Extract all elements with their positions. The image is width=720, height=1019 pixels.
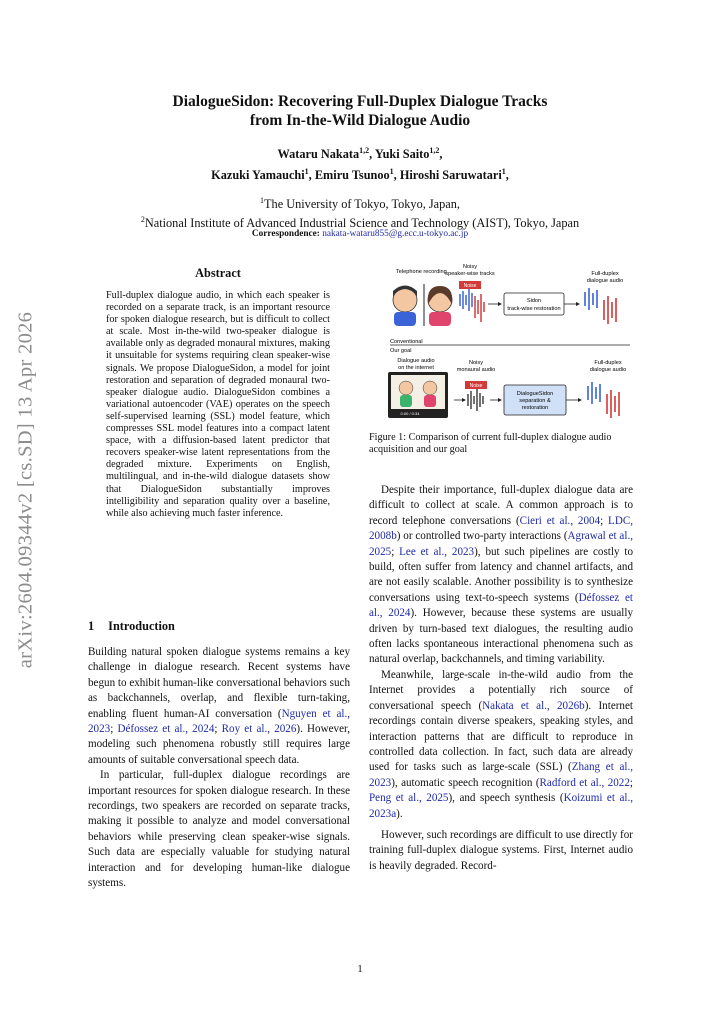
citation-link[interactable]: Défossez et al., 2024: [369, 591, 633, 620]
label-telephone-recording: Telephone recording: [396, 269, 447, 275]
clean-waveforms-bottom: [588, 382, 619, 418]
svg-text:dialogue audio: dialogue audio: [589, 367, 627, 373]
correspondence-email-link[interactable]: nakata-wataru855@g.ecc.u-tokyo.ac.jp: [322, 229, 469, 239]
arxiv-id: arXiv:2604.09344v2 [cs.SD] 13 Apr 2026: [14, 311, 37, 669]
video-player-icon: [388, 372, 448, 418]
svg-text:Dialogue audio: Dialogue audio: [397, 358, 435, 364]
noisy-waveform-bottom: [465, 381, 487, 411]
paragraph: In particular, full-duplex dialogue recordings are important resources for spoken dialogue research. In these recordings, two speakers are recorded on separate tracks, making it possible to analyze and model conversational behaviors while preserving clean speaker-wise signals. Such data are especially valuable for studying natural interaction and for developing human-like dialogue systems.: [88, 769, 350, 890]
svg-text:Noise: Noise: [469, 383, 483, 389]
label-conventional: Conventional: [390, 339, 423, 345]
page-number: 1: [357, 963, 363, 975]
figure-1-diagram: [380, 260, 640, 425]
figure-caption: Figure 1: Comparison of current full-duplex dialogue audio acquisition and our goal: [369, 432, 612, 456]
paper-title: [0, 92, 720, 130]
citation-link[interactable]: Roy et al., 2026: [221, 723, 297, 736]
label-sidon-sub: track-wise restoration: [507, 306, 561, 312]
svg-text:restoration: restoration: [521, 405, 549, 411]
citation-link[interactable]: Radford et al., 2022: [539, 776, 630, 789]
arxiv-stamp: [6, 295, 46, 685]
paragraph: Despite their importance, full-duplex dialogue data are difficult to collect at scale. A common approach is to record telephone conversations (Cieri et al., 2004; LDC, 2008b) or controlled two-party interactions (Agrawal et al., 2025; Lee et al., 2023), but such pipelines are costly to build, often suffer from latency and channel artifacts, and are not easily scalable. Another possibility is to synthesize conversations using text-to-speech systems (Défossez et al., 2024). However, because these systems are usually driven by turn-based text dialogues, the resulting audio often lacks spontaneous interactional phenomena such as natural overlap, backchannels, and timing variability.: [369, 484, 634, 666]
speaker-a-icon: [393, 286, 417, 327]
label-our-goal: Our goal: [390, 348, 412, 354]
svg-text:Full-duplex: Full-duplex: [594, 360, 622, 366]
paragraph: However, such recordings are difficult to use directly for training full-duplex dialogue systems. First, Internet audio is heavily degraded. Record-: [369, 828, 633, 872]
speaker-b-icon: [428, 286, 453, 326]
svg-text:monaural audio: monaural audio: [456, 367, 496, 373]
abstract-text: Full-duplex dialogue audio, in which each speaker is recorded on a separate track, is an important resource for spoken dialogue research, but is difficult to collect at scale. Most in-the-wild two-speaker dialogue is available only as degraded monaural mixtures, making it unsuitable for systems requiring clean speaker-wise signals. We propose DialogueSidon, a model for joint restoration and separation of degraded monaural two-speaker dialogue audio. DialogueSidon combines a variational autoencoder (VAE) operates on the speech self-supervised learning (SSL) model feature, which compresses SSL model features into a compact latent space, with a diffusion-based latent predictor that recovers speaker-wise latent representations from the degraded mixture. Experiments on English, multilingual, and in-the-wild dialogue datasets show that DialogueSidon substantially improves intelligibility and separation quality over a baseline, while also achieving much faster inference.: [106, 290, 330, 519]
citation-link[interactable]: LDC, 2008b: [369, 514, 634, 543]
label-full-duplex-1: Full-duplex: [591, 271, 619, 277]
section-title: Introduction: [108, 619, 175, 633]
left-column-body: [88, 645, 350, 892]
citation-link[interactable]: Nguyen et al., 2023: [88, 707, 350, 736]
author-name: Hiroshi Saruwatari: [399, 168, 502, 183]
section-number: 1: [88, 619, 95, 633]
correspondence: [0, 229, 720, 239]
author-list: Wataru Nakata$^{1,2}$, Yuki Saito$^{1,2}$, Kazuki Yamauchi$^1$, Emiru Tsunoo$^1$, Hiroshi Saruwatari$^1$,: [211, 146, 509, 183]
author-name: Emiru Tsunoo: [314, 168, 390, 183]
abstract-heading: Abstract: [195, 266, 241, 280]
author-name: Yuki Saito: [374, 147, 430, 162]
citation-link[interactable]: Agrawal et al., 2025: [369, 530, 633, 558]
paragraph: Building natural spoken dialogue systems remains a key challenge in dialogue research. Recent systems have begun to exhibit human-like conversational behaviors such as backchannels, overlap, and flexible turn-taking, enabling fluent human-AI conversation (Nguyen et al., 2023; Défossez et al., 2024; Roy et al., 2026). However, modeling such phenomena robustly still requires large amounts of suitable conversational speech data.: [88, 646, 351, 766]
citation-link[interactable]: Lee et al., 2023: [399, 545, 475, 558]
clean-waveforms-top: [585, 288, 616, 324]
noisy-waveforms-top: [459, 281, 484, 322]
svg-text:Noisy: Noisy: [469, 360, 483, 366]
citation-link[interactable]: Défossez et al., 2024: [117, 723, 215, 736]
svg-text:on the internet: on the internet: [398, 365, 434, 371]
title-line-2: from In-the-Wild Dialogue Audio: [249, 112, 471, 129]
label-sidon: Sidon: [526, 298, 542, 304]
affiliation-1: The University of Tokyo, Tokyo, Japan,: [264, 197, 460, 212]
section-heading: [88, 619, 175, 634]
right-column-body: [369, 483, 633, 874]
affiliation-2: National Institute of Advanced Industrial Science and Technology (AIST), Tokyo, Japan: [144, 216, 580, 231]
label-full-duplex-2: dialogue audio: [586, 278, 624, 284]
paragraph: Meanwhile, large-scale in-the-wild audio from the Internet provides a potentially rich source of conversational speech (Nakata et al., 2026b). Internet recordings contain diverse speakers, speaking styles, and interaction patterns that are difficult to reproduce in controlled data collection. In fact, such data are already used for tasks such as large-scale (SSL) (Zhang et al., 2023), automatic speech recognition (Radford et al., 2022; Peng et al., 2025), and speech synthesis (Koizumi et al., 2023a).: [369, 668, 634, 820]
citation-link[interactable]: Koizumi et al., 2023a: [369, 792, 634, 820]
svg-text:DialogueSidon: DialogueSidon: [516, 391, 554, 397]
citation-link[interactable]: Zhang et al., 2023: [369, 761, 634, 789]
citation-link[interactable]: Peng et al., 2025: [369, 792, 449, 805]
svg-text:Noise: Noise: [463, 283, 477, 289]
title-line-1: DialogueSidon: Recovering Full-Duplex Dialogue Tracks: [172, 93, 548, 110]
citation-link[interactable]: Nakata et al., 2026b: [482, 699, 585, 712]
affiliations: $^1$The University of Tokyo, Tokyo, Japan, $^2$National Institute of Advanced Industrial Science and Technology (AIST), Tokyo, Japan: [140, 196, 580, 231]
label-noisy-tracks-2: speaker-wise tracks: [445, 271, 495, 277]
label-noisy-tracks-1: Noisy: [463, 264, 477, 270]
svg-text:separation &: separation &: [519, 398, 551, 404]
video-time: 0:00 / 0:34: [400, 411, 420, 416]
author-name: Kazuki Yamauchi: [211, 168, 305, 183]
citation-link[interactable]: Cieri et al., 2004: [519, 514, 601, 527]
author-name: Wataru Nakata: [277, 147, 360, 162]
correspondence-label: Correspondence:: [251, 229, 320, 239]
